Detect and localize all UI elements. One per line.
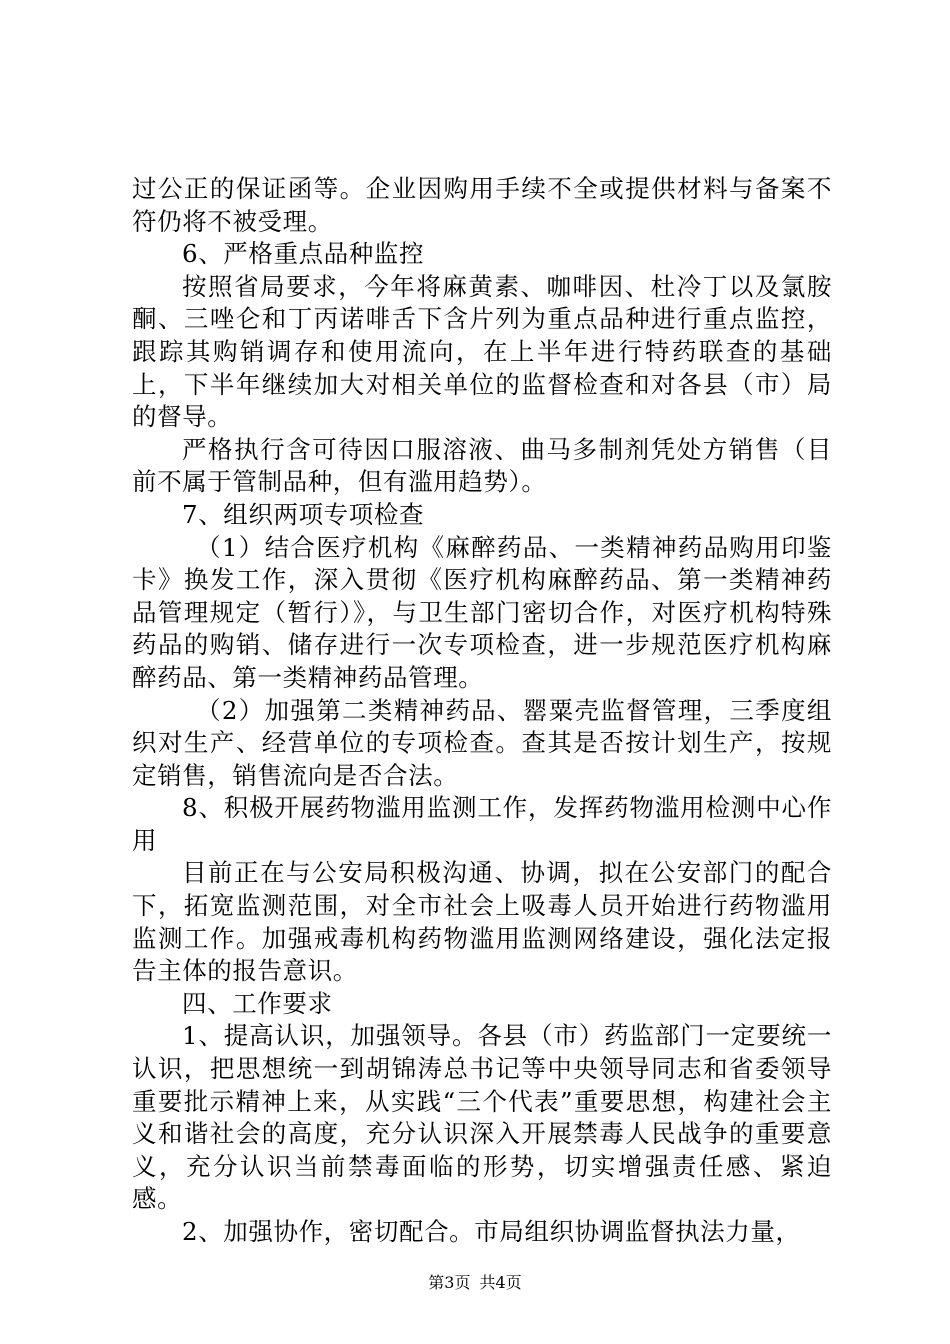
section-heading: 8、积极开展药物滥用监测工作，发挥药物滥用检测中心作用 — [132, 793, 832, 855]
paragraph: 1、提高认识，加强领导。各县（市）药监部门一定要统一认识，把思想统一到胡锦涛总书记等中央领导同志和省委领导重要批示精神上来，从实践“三个代表”重要思想，构建社会主义和谐社会的高度，充分认识深入开展禁毒人民战争的重要意义，充分认识当前禁毒面临的形势，切实增强责任感、紧迫感。 — [132, 1021, 832, 1214]
document-body — [132, 173, 832, 1249]
paragraph: 严格执行含可待因口服溶液、曲马多制剂凭处方销售（目前不属于管制品种，但有滥用趋势）。 — [132, 434, 832, 497]
paragraph: 2、加强协作，密切配合。市局组织协调监督执法力量， — [182, 1217, 801, 1246]
paragraph: 按照省局要求，今年将麻黄素、咖啡因、杜冷丁以及氯胺酮、三唑仑和丁丙诺啡舌下含片列为重点品种进行重点监控，跟踪其购销调存和使用流向，在上半年进行特药联查的基础上，下半年继续加大对相关单位的监督检查和对各县（市）局的督导。 — [132, 271, 832, 432]
section-heading: 四、工作要求 — [182, 988, 333, 1018]
page-number: 第3页 — [428, 1273, 471, 1292]
page-total: 共4页 — [479, 1273, 522, 1292]
paragraph: 过公正的保证函等。企业因购用手续不全或提供材料与备案不符仍将不被受理。 — [132, 174, 832, 236]
paragraph: （2）加强第二类精神药品、罂粟壳监督管理，三季度组织对生产、经营单位的专项检查。查其是否按计划生产，按规定销售，销售流向是否合法。 — [132, 695, 832, 790]
paragraph: （1）结合医疗机构《麻醉药品、一类精神药品购用印鉴卡》换发工作，深入贯彻《医疗机构麻醉药品、第一类精神药品管理规定（暂行）》，与卫生部门密切合作，对医疗机构特殊药品的购销、储存进行一次专项检查，进一步规范医疗机构麻醉药品、第一类精神药品管理。 — [132, 532, 832, 692]
section-heading: 7、组织两项专项检查 — [182, 499, 425, 529]
section-heading: 6、严格重点品种监控 — [182, 239, 425, 269]
page-footer — [0, 1270, 950, 1293]
paragraph: 目前正在与公安局积极沟通、协调，拟在公安部门的配合下，拓宽监测范围，对全市社会上吸毒人员开始进行药物滥用监测工作。加强戒毒机构药物滥用监测网络建设，强化法定报告主体的报告意识。 — [132, 858, 832, 986]
